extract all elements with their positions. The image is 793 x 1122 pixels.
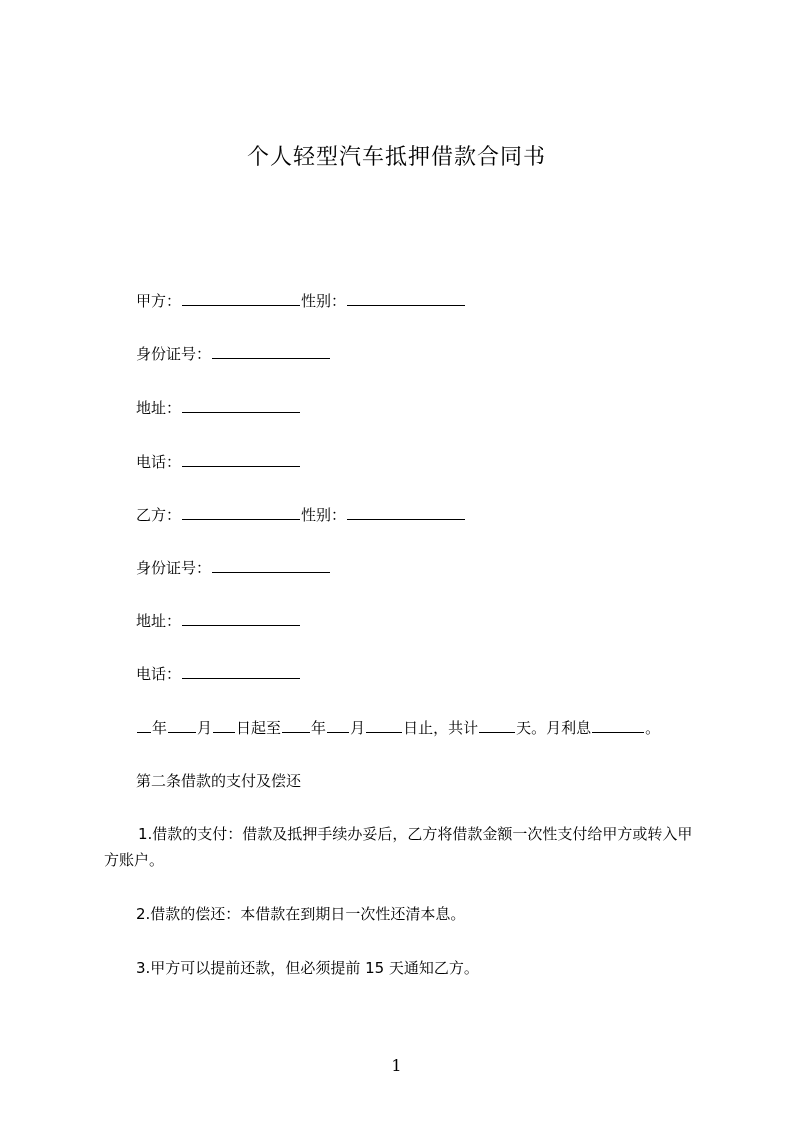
- clause-3: 3.甲方可以提前还款，但必须提前 15 天通知乙方。: [136, 959, 479, 977]
- end-month-label: 月: [350, 719, 366, 737]
- document-title: 个人轻型汽车抵押借款合同书: [246, 145, 546, 170]
- start-day-label: 日起至: [236, 719, 282, 737]
- start-year-label: 年: [152, 719, 168, 737]
- start-month-blank: [168, 718, 196, 733]
- party-a-gender-label: 性别：: [301, 292, 347, 310]
- party-b-address-line: [136, 611, 301, 631]
- party-a-id-line: [136, 344, 331, 364]
- clause-2: 2.借款的偿还：本借款在到期日一次性还清本息。: [136, 905, 466, 923]
- party-a-id-blank: [212, 344, 330, 359]
- end-year-label: 年: [311, 719, 327, 737]
- party-b-label: 乙方：: [136, 506, 182, 524]
- party-b-phone-label: 电话：: [136, 665, 182, 683]
- article-2-heading: 第二条借款的支付及偿还: [136, 772, 302, 790]
- party-b-name-line: [136, 505, 466, 525]
- total-days-blank: [479, 718, 515, 733]
- party-b-phone-blank: [182, 664, 300, 679]
- start-month-label: 月: [197, 719, 213, 737]
- party-a-address-label: 地址：: [136, 399, 182, 417]
- party-b-id-blank: [212, 558, 330, 573]
- party-b-name-blank: [182, 505, 300, 520]
- end-day-blank: [366, 718, 402, 733]
- party-a-address-line: [136, 398, 301, 418]
- party-a-name-line: [136, 291, 466, 311]
- party-b-phone-line: [136, 664, 301, 684]
- party-b-id-label: 身份证号：: [136, 559, 212, 577]
- start-day-blank: [213, 718, 235, 733]
- party-a-gender-blank: [347, 291, 465, 306]
- term-line-end: 。: [645, 719, 661, 737]
- monthly-interest-blank: [592, 718, 644, 733]
- page-number: 1: [391, 1056, 402, 1075]
- party-b-address-blank: [182, 611, 300, 626]
- party-a-phone-line: [136, 452, 301, 472]
- party-a-address-blank: [182, 398, 300, 413]
- party-b-id-line: [136, 558, 331, 578]
- party-b-gender-label: 性别：: [301, 506, 347, 524]
- loan-term-line: [136, 718, 660, 738]
- end-day-label: 日止，共计: [403, 719, 479, 737]
- party-a-label: 甲方：: [136, 292, 182, 310]
- party-a-phone-blank: [182, 452, 300, 467]
- end-year-blank: [282, 718, 310, 733]
- party-a-name-blank: [182, 291, 300, 306]
- party-a-id-label: 身份证号：: [136, 345, 212, 363]
- clause-1: 1.借款的支付：借款及抵押手续办妥后，乙方将借款金额一次性支付给甲方或转入甲方账户。: [104, 825, 693, 869]
- party-b-gender-blank: [347, 505, 465, 520]
- party-a-phone-label: 电话：: [136, 453, 182, 471]
- end-month-blank: [327, 718, 349, 733]
- start-year-blank: [137, 718, 151, 733]
- total-days-label: 天。月利息: [516, 719, 592, 737]
- party-b-address-label: 地址：: [136, 612, 182, 630]
